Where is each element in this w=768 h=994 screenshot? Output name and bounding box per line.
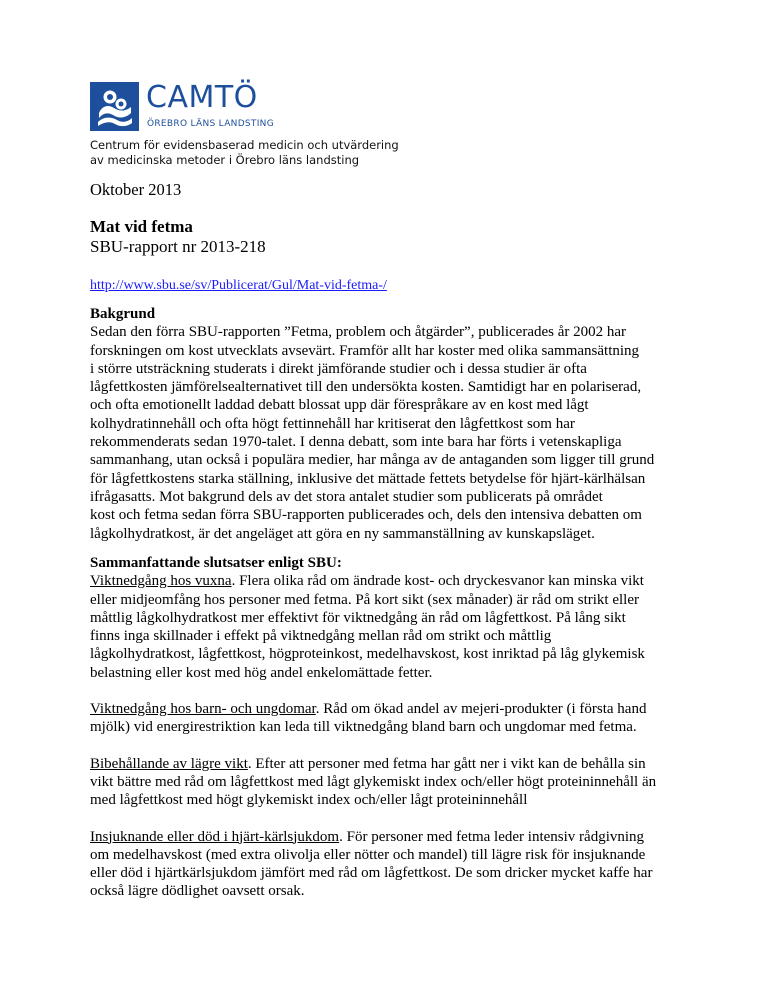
- background-heading: Bakgrund: [90, 306, 156, 322]
- summary-item-children: [90, 700, 700, 737]
- org-line-1: Centrum för evidensbaserad medicin och utvärdering: [90, 138, 399, 152]
- background-section: [90, 305, 690, 543]
- summary-item-label: Bibehållande av lägre vikt: [90, 755, 248, 772]
- report-link[interactable]: http://www.sbu.se/sv/Publicerat/Gul/Mat-vid-fetma-/: [90, 278, 387, 293]
- logo-name: CAMTÖ: [146, 80, 258, 115]
- summary-item-text: . Efter att personer med fetma har gått ner i vikt kan de behålla sin vikt bättre med råd om lågfettkost med lågt glykemiskt index och/eller högt proteininnehåll än med lågfettkost med högt glykemiskt index och/eller lågt proteininnehåll: [90, 755, 657, 809]
- summary-item-label: Viktnedgång hos vuxna: [90, 573, 232, 590]
- document-date: Oktober 2013: [90, 180, 182, 199]
- camto-logo: [90, 80, 410, 167]
- report-number: SBU-rapport nr 2013-218: [90, 237, 266, 256]
- summary-item-text: . Flera olika råd om ändrade kost- och dryckesvanor kan minska vikt eller midjeomfång hos personer med fetma. På kort sikt (sex månader) är råd om strikt eller måttlig lågkolhydratkost mer effektivt för viktnedgång än råd om lågfettkost. På lång sikt finns inga skillnader i effekt på viktnedgång mellan råd om strikt och måttlig lågkolhydratkost, lågfettkost, högproteinkost, medelhavskost, kost inriktad på låg glykemisk belastning eller kost med hög andel enkelomättade fetter.: [90, 573, 645, 681]
- logo-subtitle: ÖREBRO LÄNS LANDSTING: [147, 119, 274, 129]
- org-line-2: av medicinska metoder i Örebro läns landsting: [90, 153, 360, 167]
- summary-section: [90, 554, 700, 919]
- camto-emblem-icon: [90, 82, 139, 131]
- organization-description: [90, 138, 399, 168]
- summary-item-text: . Råd om ökad andel av mejeri-produkter (i första hand mjölk) vid energirestriktion kan leda till viktnedgång bland barn och ungdomar med fetma.: [90, 701, 647, 736]
- summary-item-label: Insjuknande eller död i hjärt-kärlsjukdom: [90, 828, 340, 845]
- summary-item-label: Viktnedgång hos barn- och ungdomar: [90, 701, 316, 718]
- summary-item-adults: [90, 572, 700, 682]
- summary-heading: Sammanfattande slutsatser enligt SBU:: [90, 555, 342, 571]
- background-text: Sedan den förra SBU-rapporten ”Fetma, problem och åtgärder”, publicerades år 2002 har forskningen om kost utvecklats avsevärt. Framför allt har koster med olika sammansättning i större utsträckning studerats i direkt jämförande studier och i dessa studier är ofta lågfettkosten jämförelsealternativet till den undersökta kosten. Samtidigt har en polariserad, och ofta emotionellt laddad debatt blossat upp där förespråkare av en kost med lågt kolhydratinnehåll och ofta högt fettinnehåll har kritiserat den lågfettkost som har rekommenderats sedan 1970-talet. I denna debatt, som inte bara har förts i vetenskapliga sammanhang, utan också i populära medier, har många av de antaganden som ligger till grund för lågfettkostens starka ställning, inklusive det mättade fettets betydelse för hjärt-kärlhälsan ifrågasatts. Mot bakgrund dels av det stora antalet studier som publicerats på området kost och fetma sedan förra SBU-rapporten publicerades och, dels den intensiva debatten om lågkolhydratkost, är det angeläget att göra en ny sammanställning av kunskapsläget.: [90, 324, 655, 542]
- summary-item-maintenance: [90, 755, 700, 810]
- summary-item-text: . För personer med fetma leder intensiv rådgivning om medelhavskost (med extra olivolja eller nötter och mandel) till lägre risk för insjuknande eller död i hjärtkärlsjukdom jämfört med råd om lågfettkost. De som dricker mycket kaffe har också lägre dödlighet oavsett orsak.: [90, 828, 653, 900]
- document-title: Mat vid fetma: [90, 217, 193, 236]
- summary-item-cardiovascular: [90, 828, 700, 901]
